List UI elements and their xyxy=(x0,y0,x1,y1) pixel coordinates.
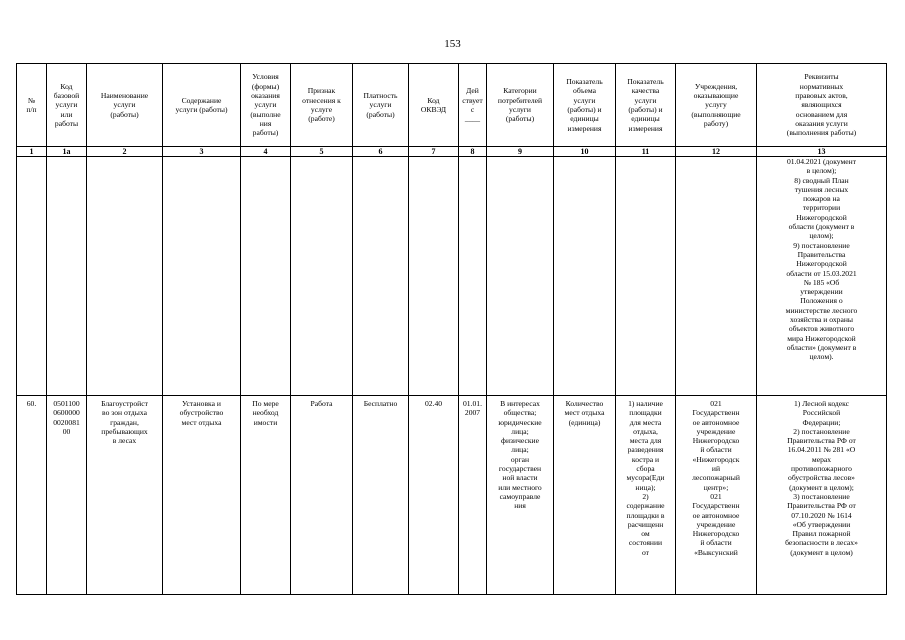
header-cell: № п/п xyxy=(17,64,47,147)
empty-cell xyxy=(241,157,291,396)
header-cell: Признак отнесения к услуге (работе) xyxy=(291,64,353,147)
column-number: 12 xyxy=(676,147,757,157)
header-cell: Код ОКВЭД xyxy=(409,64,459,147)
table-row-continuation xyxy=(17,157,887,396)
header-cell: Дей ствует с ____ xyxy=(459,64,487,147)
empty-cell xyxy=(409,157,459,396)
service-code-cell: 0501100 0600000 0020081 00 xyxy=(47,396,87,595)
service-name-cell: Благоустройст во зон отдыха граждан, пребывающих в лесах xyxy=(87,396,163,595)
empty-cell xyxy=(87,157,163,396)
column-number: 8 xyxy=(459,147,487,157)
conditions-cell: По мере необход имости xyxy=(241,396,291,595)
empty-cell xyxy=(163,157,241,396)
empty-cell xyxy=(459,157,487,396)
service-content-cell: Установка и обустройство мест отдыха xyxy=(163,396,241,595)
column-number: 1а xyxy=(47,147,87,157)
empty-cell xyxy=(353,157,409,396)
empty-cell xyxy=(676,157,757,396)
empty-cell xyxy=(47,157,87,396)
column-number: 6 xyxy=(353,147,409,157)
header-cell: Наименование услуги (работы) xyxy=(87,64,163,147)
header-cell: Условия (формы) оказания услуги (выполне ния работы) xyxy=(241,64,291,147)
table-row-60 xyxy=(17,396,887,595)
header-cell: Показатель объема услуги (работы) и единицы измерения xyxy=(554,64,616,147)
legal-acts-cell: 01.04.2021 (документ в целом); 8) сводный План тушения лесных пожаров на территории Нижегородской области (документ в целом); 9) постановление Правительства Нижегородской области от 15.03.2021 № 185 «Об утверждении Положения о министерстве лесного хозяйства и охраны объектов животного мира Нижегородской области» (документ в целом). xyxy=(757,157,887,396)
legal-acts-cell: 1) Лесной кодекс Российской Федерации; 2) постановление Правительства РФ от 16.04.2011 № 281 «О мерах противопожарного обустройства лесов» (документ в целом); 3) постановление Правительства РФ от 07.10.2020 № 1614 «Об утверждении Правил пожарной безопасности в лесах» (документ в целом) xyxy=(757,396,887,595)
empty-cell xyxy=(291,157,353,396)
row-number-cell: 60. xyxy=(17,396,47,595)
header-cell: Учреждения, оказывающие услугу (выполняющие работу) xyxy=(676,64,757,147)
header-cell: Категории потребителей услуги (работы) xyxy=(487,64,554,147)
header-cell: Реквизиты нормативных правовых актов, являющихся основанием для оказания услуги (выполнения работы) xyxy=(757,64,887,147)
page-number: 153 xyxy=(444,38,461,50)
header-cell: Содержание услуги (работы) xyxy=(163,64,241,147)
column-number: 3 xyxy=(163,147,241,157)
payment-cell: Бесплатно xyxy=(353,396,409,595)
volume-indicator-cell: Количество мест отдыха (единица) xyxy=(554,396,616,595)
empty-cell xyxy=(554,157,616,396)
empty-cell xyxy=(487,157,554,396)
column-number-row xyxy=(17,147,887,157)
column-number: 4 xyxy=(241,147,291,157)
column-number: 1 xyxy=(17,147,47,157)
empty-cell xyxy=(616,157,676,396)
column-number: 9 xyxy=(487,147,554,157)
attribute-cell: Работа xyxy=(291,396,353,595)
header-cell: Показатель качества услуги (работы) и единицы измерения xyxy=(616,64,676,147)
empty-cell xyxy=(17,157,47,396)
column-number: 13 xyxy=(757,147,887,157)
effective-date-cell: 01.01. 2007 xyxy=(459,396,487,595)
column-number: 2 xyxy=(87,147,163,157)
institutions-cell: 021 Государственн ое автономное учреждение Нижегородско й области «Нижегородск ий лесопожарный центр»; 021 Государственн ое автономное учреждение Нижегородско й области «Выксунский xyxy=(676,396,757,595)
header-cell: Код базовой услуги или работы xyxy=(47,64,87,147)
okved-cell: 02.40 xyxy=(409,396,459,595)
column-number: 5 xyxy=(291,147,353,157)
header-row xyxy=(17,64,887,147)
consumer-categories-cell: В интересах общества; юридические лица; физические лица; орган государствен ной власти или местного самоуправле ния xyxy=(487,396,554,595)
quality-indicator-cell: 1) наличие площадки для места отдыха, места для разведения костра и сбора мусора(Еди ница); 2) содержание площадки в расчищенн ом состоянии от xyxy=(616,396,676,595)
column-number: 11 xyxy=(616,147,676,157)
column-number: 7 xyxy=(409,147,459,157)
header-cell: Платность услуги (работы) xyxy=(353,64,409,147)
services-table xyxy=(16,63,887,595)
column-number: 10 xyxy=(554,147,616,157)
